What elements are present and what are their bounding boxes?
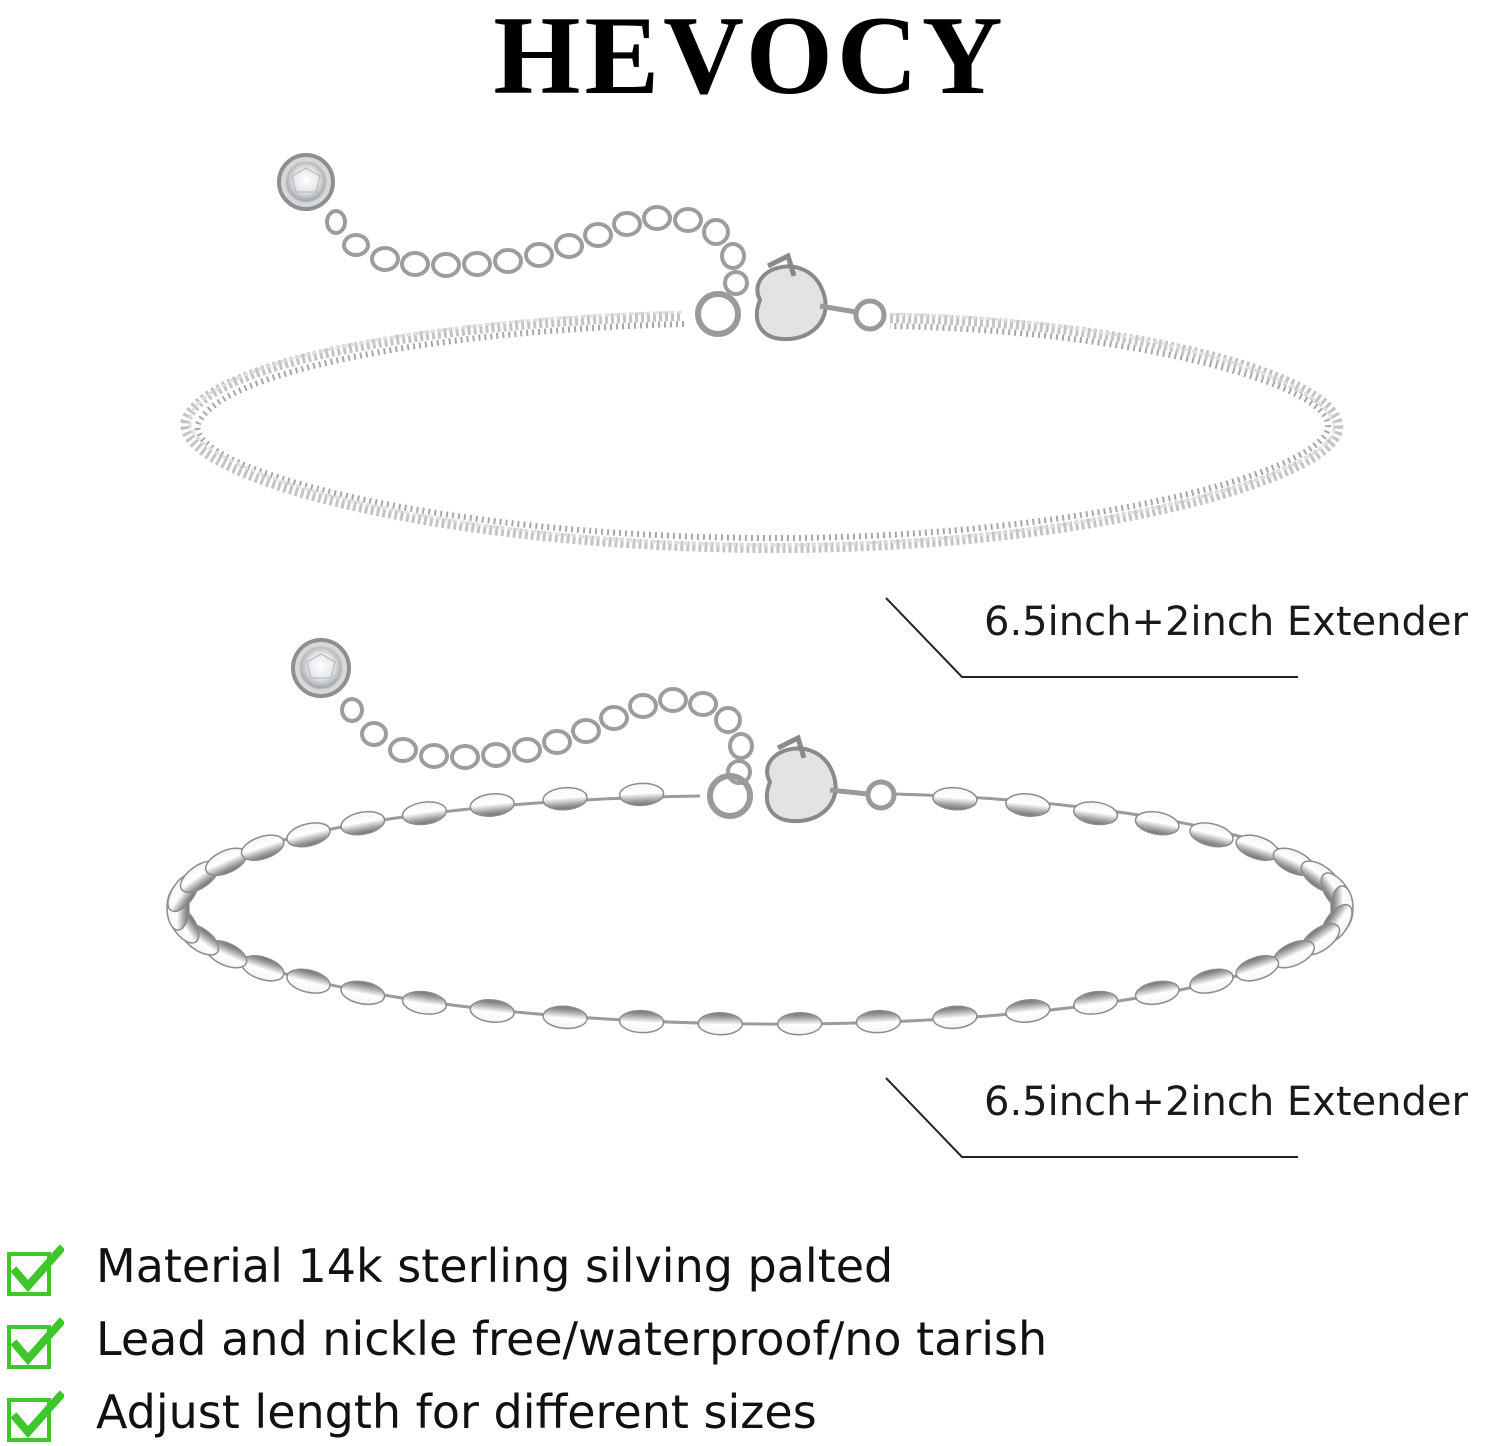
rice-bead: [285, 819, 333, 851]
bracelet-bead-chain: [162, 640, 1358, 1035]
rice-bead: [1072, 799, 1119, 827]
crystal-charm: [293, 640, 349, 696]
check-box-icon: [6, 1317, 64, 1371]
extender-chain: [327, 207, 747, 294]
check-box-icon: [6, 1390, 64, 1444]
feature-item: [0, 1303, 1500, 1376]
rice-bead: [339, 808, 386, 838]
crystal-charm: [279, 155, 333, 209]
lobster-clasp: [710, 738, 894, 821]
rice-bead: [856, 1010, 901, 1034]
check-box-icon: [6, 1244, 64, 1298]
feature-text: Material 14k sterling silving palted: [96, 1239, 894, 1293]
rice-bead: [401, 989, 448, 1017]
rice-bead: [1188, 819, 1236, 851]
rice-bead: [619, 1010, 664, 1034]
rice-bead: [339, 978, 386, 1008]
rice-bead: [1188, 965, 1236, 997]
rice-bead: [542, 786, 587, 811]
lobster-clasp: [698, 256, 884, 339]
rice-bead: [1134, 978, 1181, 1008]
rice-bead: [469, 998, 515, 1024]
feature-item: [0, 1376, 1500, 1446]
extender-chain: [342, 689, 752, 783]
rice-bead: [1005, 998, 1051, 1024]
rice-bead: [619, 782, 664, 806]
rice-beads: [162, 782, 1358, 1035]
rice-bead: [469, 792, 515, 818]
rice-bead: [1134, 808, 1181, 838]
rice-bead: [778, 1012, 822, 1035]
rice-bead: [698, 1012, 742, 1035]
rice-bead: [932, 786, 977, 811]
bracelet-twisted-chain: [185, 155, 1338, 548]
rice-bead: [401, 799, 448, 827]
rice-bead: [285, 965, 333, 997]
size-label-bracelet-2: 6.5inch+2inch Extender: [984, 1079, 1468, 1125]
rice-bead: [542, 1005, 587, 1030]
feature-text: Adjust length for different sizes: [96, 1385, 817, 1439]
feature-text: Lead and nickle free/waterproof/no tarish: [96, 1312, 1048, 1366]
rice-bead: [932, 1005, 977, 1030]
feature-item: [0, 1230, 1500, 1303]
rice-bead: [1072, 989, 1119, 1017]
feature-list: [0, 1230, 1500, 1446]
rice-bead: [1005, 792, 1051, 818]
size-label-bracelet-1: 6.5inch+2inch Extender: [984, 599, 1468, 645]
brand-logo: HEVOCY: [493, 0, 1007, 118]
